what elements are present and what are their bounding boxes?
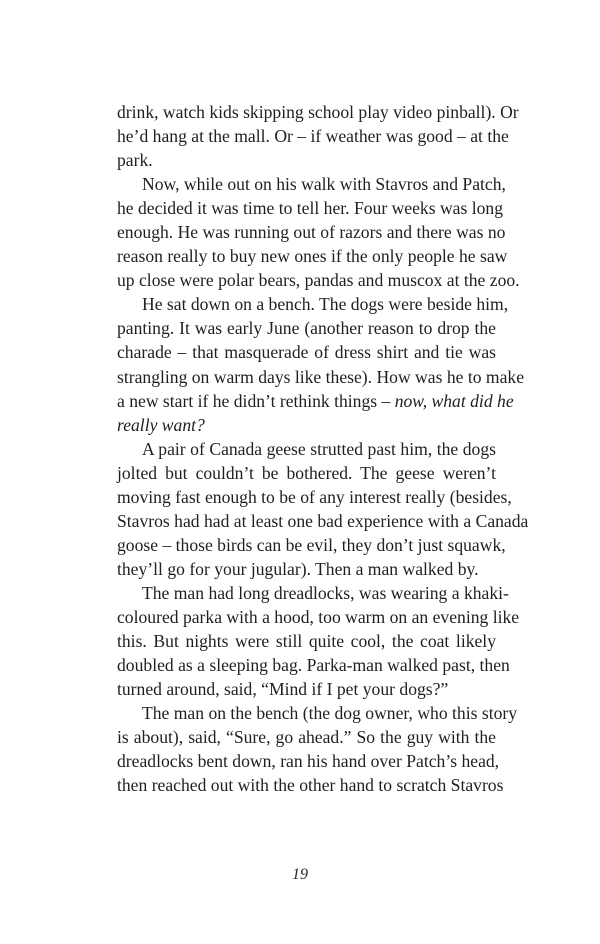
text-line: then reached out with the other hand to scratch Stavros [117,775,504,796]
text-line: is about), said, “Sure, go ahead.” So the guy with the [117,727,496,748]
text-line: panting. It was early June (another reason to drop the [117,318,496,339]
text-line: jolted but couldn’t be bothered. The geese weren’t [117,462,496,483]
body-text [117,100,529,797]
paragraph [117,100,519,172]
text-line: doubled as a sleeping bag. Parka-man walked past, then [117,655,510,676]
text-line: strangling on warm days like these). How was he to make [117,366,525,387]
text-line: turned around, said, “Mind if I pet your dogs?” [117,679,449,700]
text-line: this. But nights were still quite cool, the coat likely [117,631,496,652]
text-line: he decided it was time to tell her. Four weeks was long [117,198,503,219]
text-line: drink, watch kids skipping school play video pinball). Or [117,102,519,122]
text-line: up close were polar bears, pandas and muscox at the zoo. [117,270,520,291]
paragraph [117,292,525,436]
text-line: goose – those birds can be evil, they don’t just squawk, [117,534,506,555]
page-number: 19 [292,866,308,883]
text-line: Stavros had had at least one bad experience with a Canada [117,510,529,531]
text-line [117,413,496,437]
text-line: The man on the bench (the dog owner, who this story [142,703,518,724]
text-line: dreadlocks bent down, ran his hand over Patch’s head, [117,751,500,772]
text-line: reason really to buy new ones if the only people he saw [117,246,508,267]
italic-text: really want? [117,414,205,435]
text-line: Now, while out on his walk with Stavros and Patch, [142,174,506,195]
text-line: they’ll go for your jugular). Then a man walked by. [117,558,479,579]
italic-text: now, what did he [394,390,514,411]
text-line: park. [117,150,153,171]
text-line: he’d hang at the mall. Or – if weather was good – at the [117,126,509,147]
text-line: moving fast enough to be of any interest really (besides, [117,486,512,507]
text-line: a new start if he didn’t rethink things – now, what did he [117,390,514,411]
text-line: He sat down on a bench. The dogs were beside him, [142,294,509,315]
text-line: coloured parka with a hood, too warm on an evening like [117,606,520,627]
text-line: A pair of Canada geese strutted past him, the dogs [142,438,496,459]
text-line: The man had long dreadlocks, was wearing a khaki- [142,582,509,603]
text-line: enough. He was running out of razors and there was no [117,222,506,243]
paragraph [117,701,518,797]
paragraph [117,172,520,292]
text-line: charade – that masquerade of dress shirt and tie was [117,342,496,363]
paragraph [117,437,529,581]
paragraph [117,581,520,701]
